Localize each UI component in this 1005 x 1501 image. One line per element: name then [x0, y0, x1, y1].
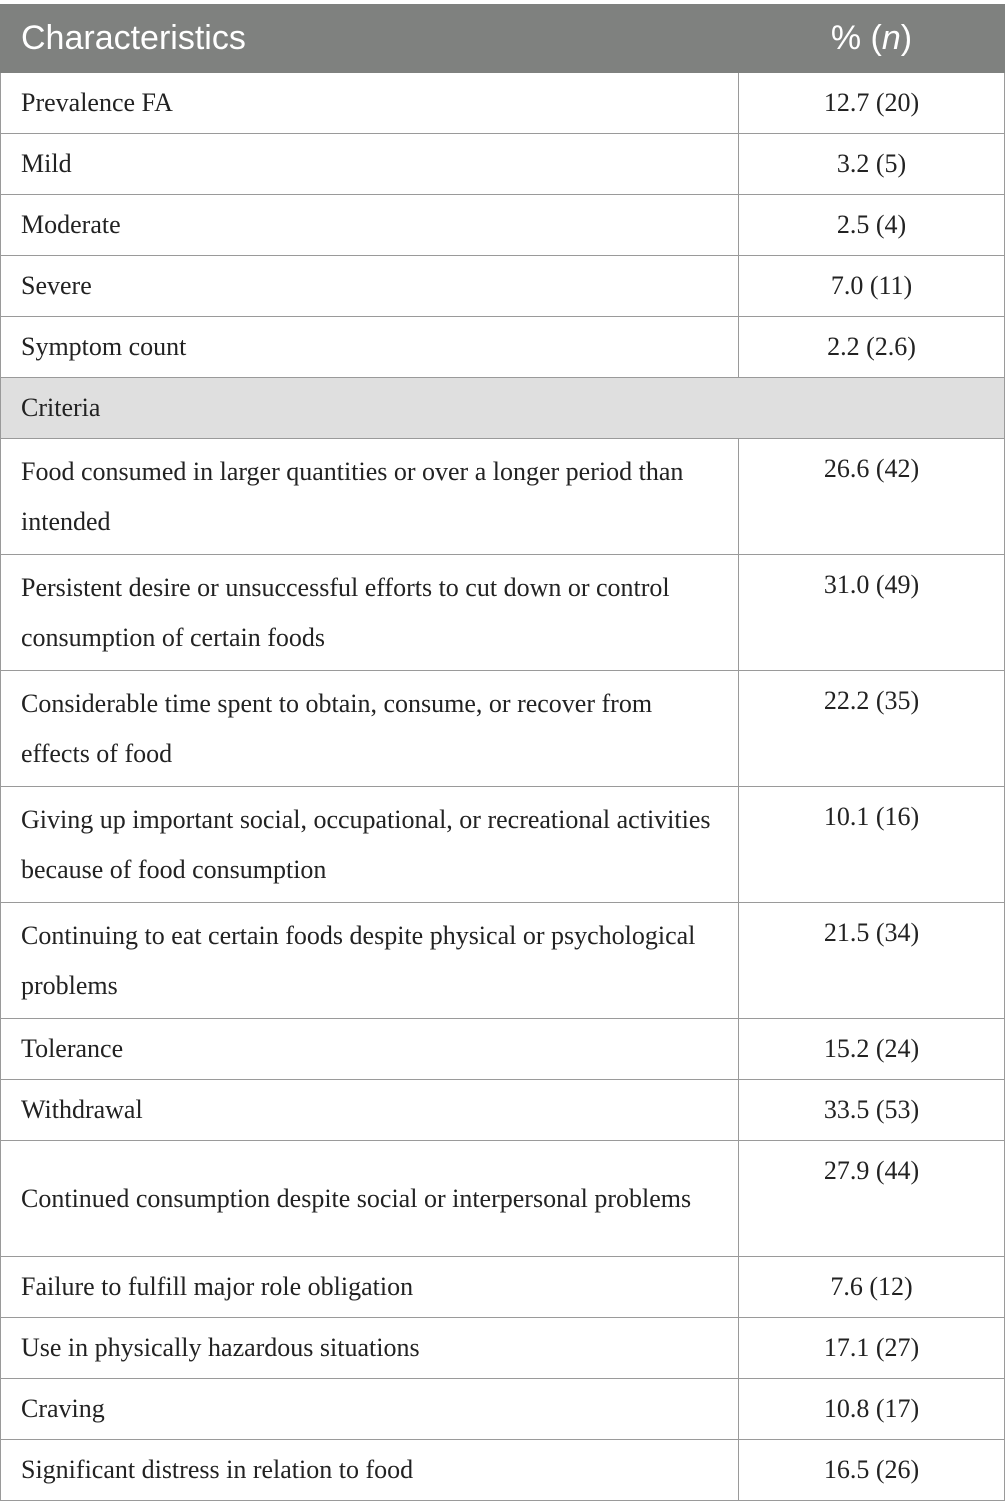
- row-value: 31.0 (49): [739, 555, 1005, 671]
- header-percent-n: % (n): [739, 5, 1005, 73]
- row-label: Prevalence FA: [1, 73, 739, 134]
- table-row: [1, 671, 1005, 787]
- row-label: Continued consumption despite social or interpersonal problems: [1, 1141, 739, 1257]
- row-label: Severe: [1, 256, 739, 317]
- header-characteristics: Characteristics: [1, 5, 739, 73]
- table-row: [1, 1257, 1005, 1318]
- row-label: Withdrawal: [1, 1080, 739, 1141]
- row-value: 27.9 (44): [739, 1141, 1005, 1257]
- row-label: Continuing to eat certain foods despite physical or psychological problems: [1, 903, 739, 1019]
- row-value: 33.5 (53): [739, 1080, 1005, 1141]
- table-row: [1, 317, 1005, 378]
- row-value: 3.2 (5): [739, 134, 1005, 195]
- row-value: 26.6 (42): [739, 439, 1005, 555]
- row-label: Symptom count: [1, 317, 739, 378]
- row-label: Failure to fulfill major role obligation: [1, 1257, 739, 1318]
- row-value: 12.7 (20): [739, 73, 1005, 134]
- table-row: [1, 73, 1005, 134]
- row-value: 22.2 (35): [739, 671, 1005, 787]
- table-row: [1, 1080, 1005, 1141]
- row-label: Considerable time spent to obtain, consume, or recover from effects of food: [1, 671, 739, 787]
- table-row: [1, 787, 1005, 903]
- section-label: Criteria: [1, 378, 1005, 439]
- table-row: [1, 439, 1005, 555]
- row-value: 21.5 (34): [739, 903, 1005, 1019]
- row-value: 17.1 (27): [739, 1318, 1005, 1379]
- row-label: Persistent desire or unsuccessful efforts to cut down or control consumption of certain foods: [1, 555, 739, 671]
- row-label: Giving up important social, occupational, or recreational activities because of food consumption: [1, 787, 739, 903]
- table-row: [1, 555, 1005, 671]
- table-row: [1, 256, 1005, 317]
- row-value: 7.6 (12): [739, 1257, 1005, 1318]
- table-row: [1, 1379, 1005, 1440]
- food-addiction-table: [0, 4, 1005, 1501]
- row-value: 7.0 (11): [739, 256, 1005, 317]
- header-row: [1, 5, 1005, 73]
- row-value: 10.1 (16): [739, 787, 1005, 903]
- row-label: Significant distress in relation to food: [1, 1440, 739, 1501]
- row-value: 2.5 (4): [739, 195, 1005, 256]
- section-row-criteria: [1, 378, 1005, 439]
- table-row: [1, 1318, 1005, 1379]
- row-value: 2.2 (2.6): [739, 317, 1005, 378]
- table-row: [1, 1440, 1005, 1501]
- row-label: Craving: [1, 1379, 739, 1440]
- row-value: 16.5 (26): [739, 1440, 1005, 1501]
- table-row: [1, 195, 1005, 256]
- row-label: Moderate: [1, 195, 739, 256]
- row-label: Tolerance: [1, 1019, 739, 1080]
- row-label: Use in physically hazardous situations: [1, 1318, 739, 1379]
- row-label: Food consumed in larger quantities or over a longer period than intended: [1, 439, 739, 555]
- table-row: [1, 903, 1005, 1019]
- row-value: 10.8 (17): [739, 1379, 1005, 1440]
- table-row: [1, 1019, 1005, 1080]
- table-row: [1, 1141, 1005, 1257]
- table-row: [1, 134, 1005, 195]
- row-label: Mild: [1, 134, 739, 195]
- row-value: 15.2 (24): [739, 1019, 1005, 1080]
